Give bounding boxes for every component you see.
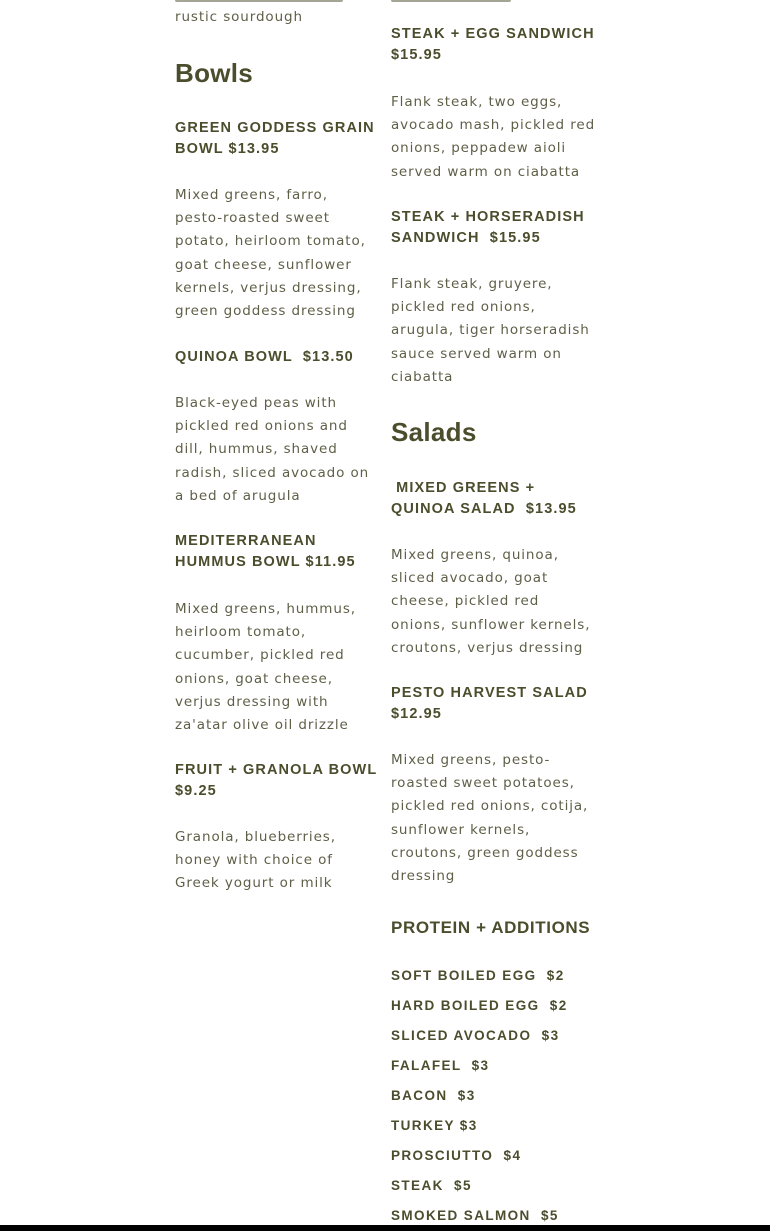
menu-item-description: Granola, blueberries, honey with choice of Greek yogurt or milk (175, 829, 336, 892)
menu-item-title: GREEN GODDESS GRAIN BOWL $13.95 (175, 120, 380, 157)
menu-item-title: QUINOA BOWL $13.50 (175, 349, 354, 365)
bottom-edge-bar (0, 1225, 770, 1231)
menu-item-description: Flank steak, gruyere, pickled red onions, arugula, tiger horseradish sauce served warm on ciabatta (391, 276, 590, 385)
menu-item-description: Mixed greens, hummus, heirloom tomato, cucumber, pickled red onions, goat cheese, verjus dressing with za'atar olive oil drizzle (175, 601, 356, 734)
menu-item-title: STEAK + EGG SANDWICH $15.95 (391, 26, 600, 63)
cut-off-text-fragment (175, 0, 343, 2)
addition-item: PROSCIUTTO $4 (391, 1148, 522, 1163)
menu-item-description: Black-eyed peas with pickled red onions and dill, hummus, shaved radish, sliced avocado on a bed of arugula (175, 395, 370, 504)
addition-item: STEAK $5 (391, 1178, 472, 1193)
section-title-additions: PROTEIN + ADDITIONS (391, 918, 591, 937)
section-title-bowls: Bowls (175, 58, 254, 88)
menu-item-description: Mixed greens, farro, pesto-roasted sweet potato, heirloom tomato, goat cheese, sunflower kernels, verjus dressing, green goddess dressing (175, 187, 366, 320)
addition-item: SMOKED SALMON $5 (391, 1208, 559, 1223)
cut-off-text-fragment (391, 0, 511, 2)
menu-item-description: Flank steak, two eggs, avocado mash, pickled red onions, peppadew aioli served warm on ciabatta (391, 94, 596, 180)
menu-item-title: FRUIT + GRANOLA BOWL $9.25 (175, 762, 383, 799)
menu-item-title: MIXED GREENS + QUINOA SALAD $13.95 (391, 480, 577, 517)
section-title-salads: Salads (391, 417, 477, 447)
addition-item: SLICED AVOCADO $3 (391, 1028, 560, 1043)
addition-item: FALAFEL $3 (391, 1058, 490, 1073)
menu-item-description: Mixed greens, pesto-roasted sweet potatoes, pickled red onions, cotija, sunflower kernels, croutons, green goddess dressing (391, 752, 589, 885)
menu-item-description: Mixed greens, quinoa, sliced avocado, goat cheese, pickled red onions, sunflower kernels, croutons, verjus dressing (391, 547, 591, 656)
menu-item-title: PESTO HARVEST SALAD $12.95 (391, 685, 593, 722)
addition-item: BACON $3 (391, 1088, 476, 1103)
menu-item-title: STEAK + HORSERADISH SANDWICH $15.95 (391, 209, 590, 246)
addition-item: HARD BOILED EGG $2 (391, 998, 568, 1013)
addition-item: TURKEY $3 (391, 1118, 478, 1133)
top-fragment-text: rustic sourdough (175, 9, 303, 25)
menu-item-title: MEDITERRANEAN HUMMUS BOWL $11.95 (175, 533, 356, 570)
addition-item: SOFT BOILED EGG $2 (391, 968, 565, 983)
